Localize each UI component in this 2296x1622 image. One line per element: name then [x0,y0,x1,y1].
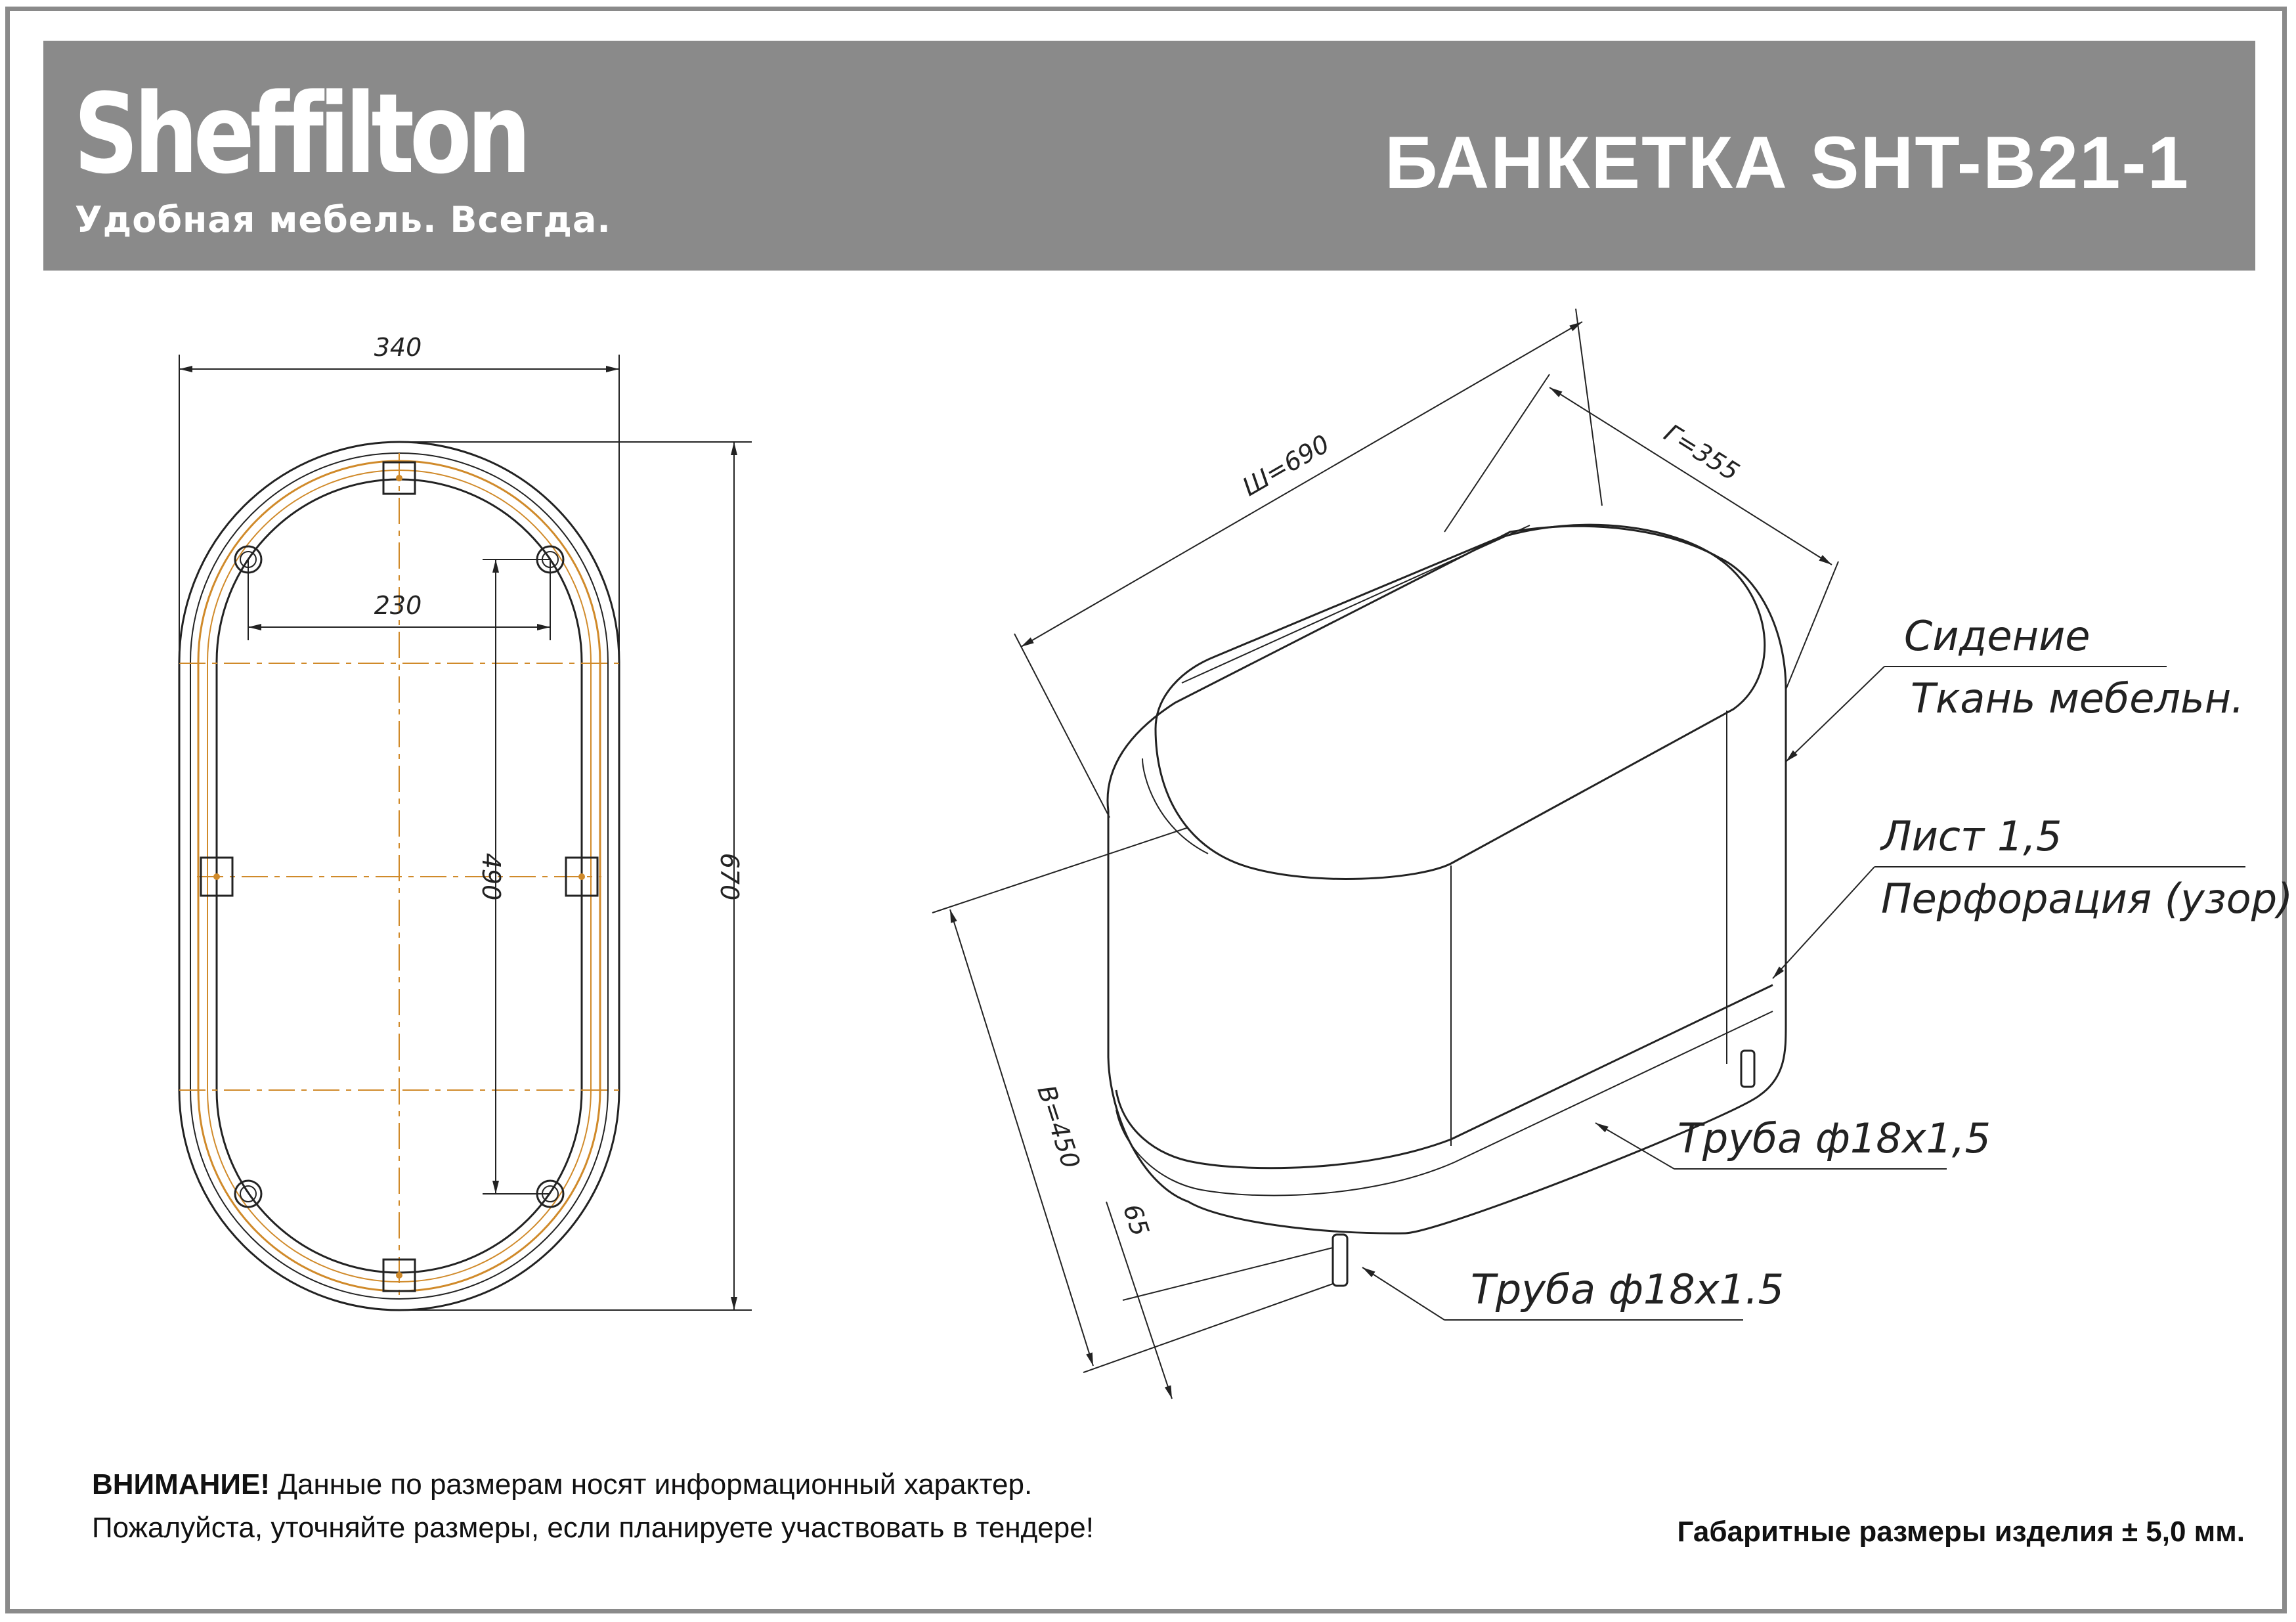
dim-leg-spacing-label: 230 [374,591,422,620]
callout-sheet-detail: Перфорация (узор) [1881,875,2293,923]
leader-sheet [1773,867,1874,978]
leader-seat [1786,667,1884,762]
product-title: БАНКЕТКА SHT-B21-1 [1385,121,2190,204]
warning-bold: ВНИМАНИЕ! [92,1468,271,1501]
warning-note [92,1463,1094,1550]
seat-cushion [1156,525,1765,879]
dim-iso-width-label: Ш=690 [1237,429,1335,502]
dim-iso-width-line [1021,322,1582,647]
dim-iso-base-label: 65 [1117,1200,1155,1240]
base-band-lower [1116,1011,1773,1195]
callout-seat-label: Сидение [1904,612,2090,660]
brand-logo: Sheffilton [74,70,527,198]
warning-line1: Данные по размерам носят информационный характер. [270,1468,1033,1501]
dim-width-label: 340 [374,333,422,362]
base-band [1116,985,1773,1168]
callout-seat-material: Ткань мебельн. [1911,674,2244,722]
callout-pipe-upper: Труба ф18х1,5 [1678,1114,1991,1162]
dim-iso-depth-line [1549,387,1832,565]
dim-iso-height-label: В=450 [1031,1082,1086,1172]
callout-sheet-label: Лист 1,5 [1881,812,2062,860]
warning-line2: Пожалуйста, уточняйте размеры, если планируете участвовать в тендере! [92,1512,1094,1544]
top-view [179,355,752,1310]
iso-leg-right [1741,1051,1754,1087]
dim-length-label: 670 [715,852,744,901]
dim-iso-depth-label: Г=355 [1658,418,1744,487]
leader-pipe-lower [1362,1267,1444,1320]
dim-inner-length-label: 490 [477,852,506,901]
callout-pipe-lower: Труба ф18х1.5 [1471,1265,1785,1313]
iso-leg-front [1333,1235,1347,1286]
leader-pipe-upper [1595,1123,1674,1169]
top-edge-seam [1182,525,1530,683]
brand-tagline: Удобная мебель. Всегда. [75,199,611,240]
tolerance-note: Габаритные размеры изделия ± 5,0 мм. [1677,1516,2245,1548]
